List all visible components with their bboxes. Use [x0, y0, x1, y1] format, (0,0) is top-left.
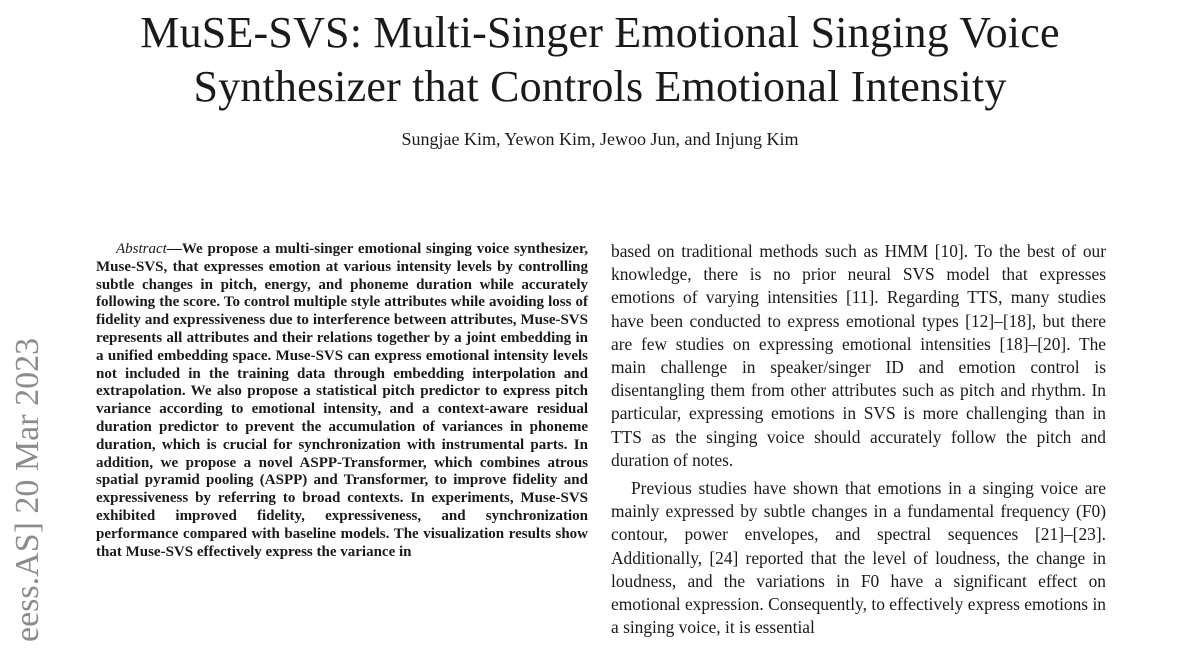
paper-title-line-2: Synthesizer that Controls Emotional Intensity: [193, 62, 1007, 111]
body-column-right: [611, 240, 1106, 639]
body-paragraph: Previous studies have shown that emotions in a singing voice are mainly expressed by subtle changes in a fundamental frequency (F0) contour, power envelopes, and spectral sequences [21]–[23]. Additionally, [24] reported that the level of loudness, the change in loudness, and the variations in F0 have a significant effect on emotional expression. Consequently, to effectively express emotions in a singing voice, it is essential: [611, 478, 1106, 638]
arxiv-side-stamp: eess.AS] 20 Mar 2023: [9, 337, 46, 642]
author-list: Sungjae Kim, Yewon Kim, Jewoo Jun, and Injung Kim: [401, 129, 799, 149]
body-paragraph: based on traditional methods such as HMM [10]. To the best of our knowledge, there is no prior neural SVS model that expresses emotions of varying intensities [11]. Regarding TTS, many studies have been conducted to express emotional types [12]–[18], but there are few studies on expressing emotional intensities [18]–[20]. The main challenge in speaker/singer ID and emotion control is disentangling them from other attributes such as pitch and rhythm. In particular, expressing emotions in SVS is more challenging than in TTS as the singing voice should accurately follow the pitch and duration of notes.: [611, 241, 1106, 470]
paper-title: [0, 6, 1200, 114]
abstract: [96, 241, 588, 561]
abstract-label: Abstract: [116, 241, 167, 257]
paper-title-line-1: MuSE-SVS: Multi-Singer Emotional Singing Voice: [140, 8, 1060, 57]
abstract-text: —We propose a multi-singer emotional singing voice synthesizer, Muse-SVS, that expresses emotion at various intensity levels by controlling subtle changes in pitch, energy, and phoneme duration while accurately following the score. To control multiple style attributes while avoiding loss of fidelity and expressiveness due to interference between attributes, Muse-SVS represents all attributes and their relations together by a joint embedding in a unified embedding space. Muse-SVS can express emotional intensity levels not included in the training data through embedding interpolation and extrapolation. We also propose a statistical pitch predictor to express pitch variance according to emotional intensity, and a context-aware residual duration predictor to prevent the accumulation of variances in phoneme duration, which is crucial for synchronization with instrumental parts. In addition, we propose a novel ASPP-Transformer, which combines atrous spatial pyramid pooling (ASPP) and Transformer, to improve fidelity and expressiveness by referring to broad contexts. In experiments, Muse-SVS exhibited improved fidelity, expressiveness, and synchronization performance compared with baseline models. The visualization results show that Muse-SVS effectively express the variance in: [96, 241, 588, 560]
